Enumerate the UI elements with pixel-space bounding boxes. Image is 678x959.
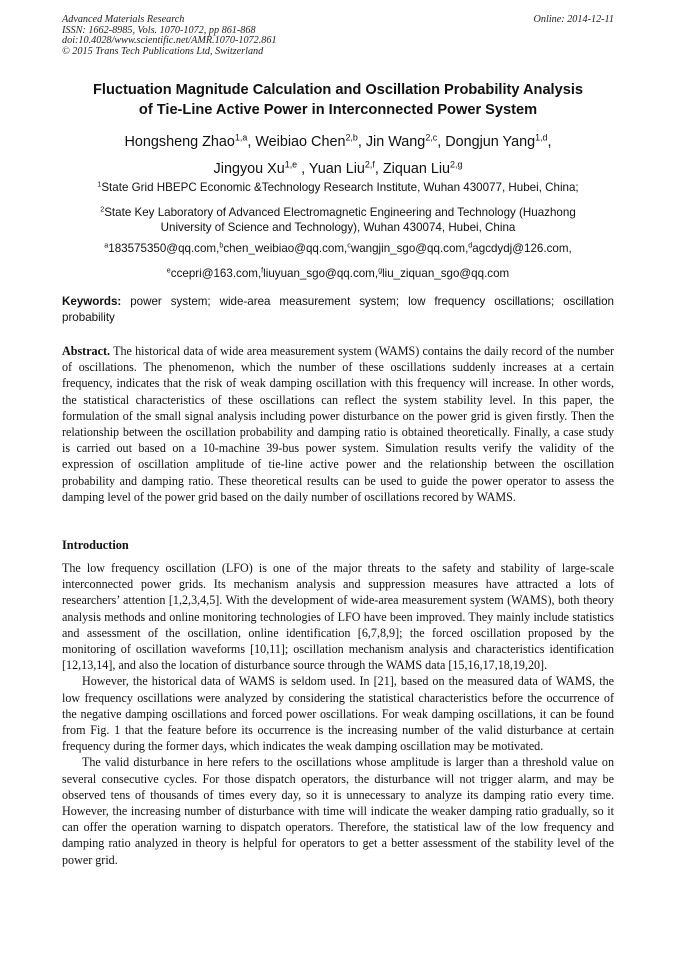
email-link[interactable]: agcdydj@126.com, <box>472 242 572 255</box>
affiliation-1 <box>62 181 614 196</box>
author-name: Ziquan Liu <box>382 161 451 177</box>
author-separator: , <box>547 134 552 150</box>
intro-paragraph: The low frequency oscillation (LFO) is one of the major threats to the safety and stability of large-scale interconnected power grids. Its mechanism analysis and suppression measures have attracted a lots of researchers’ attention [1,2,3,4,5]. With the development of wide-area measurement system (WAMS), both theory analysis methods and online monitoring technologies of LFO have been improved. They mainly include statistics and assessment of the oscillation, online identification [6,7,8,9]; the forced oscillation proposed by the monitoring of oscillation waveforms [10,11]; oscillation mechanism analysis and characteristics identification [12,13,14], and also the location of disturbance source through the WAMS data [15,16,17,18,19,20]. <box>62 561 614 673</box>
author-separator: , <box>247 134 256 150</box>
email-sup: d <box>468 240 473 250</box>
author-line-2 <box>62 156 614 183</box>
affiliation-text: University of Science and Technology), Wuhan 430074, Hubei, China <box>160 220 516 234</box>
email-sup: f <box>261 265 264 275</box>
email-sup: a <box>104 240 109 250</box>
email-link[interactable]: ccepri@163.com, <box>170 267 262 280</box>
affiliation-sup: 2 <box>100 204 105 214</box>
title-line-2: of Tie-Line Active Power in Interconnected Power System <box>138 102 538 118</box>
email-sup: b <box>219 240 224 250</box>
author-sup: 1,d <box>535 132 548 143</box>
email-sup: g <box>378 265 383 275</box>
keywords-text: power system; wide-area measurement system; low frequency oscillations; oscillation probability <box>62 295 614 324</box>
email-link[interactable]: wangjin_sgo@qq.com, <box>350 242 469 255</box>
copyright-line: © 2015 Trans Tech Publications Ltd, Switzerland <box>62 45 264 57</box>
email-line-1 <box>62 238 614 259</box>
journal-header <box>62 15 277 57</box>
author-line-1 <box>62 129 614 156</box>
author-sup: 2,g <box>450 159 463 170</box>
author-name: Jingyou Xu <box>213 161 285 177</box>
keywords-section <box>62 294 614 325</box>
author-name: Hongsheng Zhao <box>124 134 235 150</box>
intro-paragraph: However, the historical data of WAMS is seldom used. In [21], based on the measured data of WAMS, the low frequency oscillations were analyzed by considering the statistical characteristics before the occurrence of the negative damping oscillations and forced power oscillations. For weak damping oscillations, it can be found from Fig. 1 that the feature before its occurrence is the increasing number of the valid disturbance at certain frequency during the former days, which indicates the weak damping oscillation may be motivated. <box>62 674 614 754</box>
author-separator: , <box>374 161 383 177</box>
journal-name: Advanced Materials Research <box>62 14 185 25</box>
author-list <box>62 129 614 183</box>
affiliation-text: State Grid HBEPC Economic &Technology Research Institute, Wuhan 430077, Hubei, China; <box>101 181 579 194</box>
author-separator: , <box>357 134 366 150</box>
author-name: Dongjun Yang <box>445 134 536 150</box>
affiliation-sup: 1 <box>97 179 102 189</box>
introduction-body <box>62 560 614 868</box>
online-date: Online: 2014-12-11 <box>533 14 614 25</box>
keywords-label: Keywords: <box>62 295 122 308</box>
email-link[interactable]: chen_weibiao@qq.com, <box>223 242 348 255</box>
email-sup: e <box>166 265 171 275</box>
author-sup: 1,e <box>284 159 298 170</box>
author-sup: 2,c <box>425 132 438 143</box>
author-separator: , <box>297 161 309 177</box>
author-sup: 1,a <box>234 132 248 143</box>
title-line-1: Fluctuation Magnitude Calculation and Oscillation Probability Analysis <box>92 82 584 98</box>
author-separator: , <box>437 134 446 150</box>
email-list <box>62 238 614 284</box>
email-sup: c <box>347 240 351 250</box>
affiliation-2 <box>62 206 614 235</box>
issn-line: ISSN: 1662-8985, Vols. 1070-1072, pp 861-868 <box>62 24 256 36</box>
abstract-text: The historical data of wide area measurement system (WAMS) contains the daily record of the number of oscillations. The phenomenon, which the number of these oscillations suddenly increases at a certain frequency, indicates that the risk of weak damping oscillation with this frequency will increase. In other words, the statistical characteristics of these oscillations can reflect the system stability level. In this paper, the formulation of the small signal analysis including power disturbance on the power grid is given firstly. Then the relationship between the oscillation probability and damping ratio is obtained theoretically. Finally, a case study is carried out based on a 10-machine 39-bus power system. Simulation results verify the validity of the expression of oscillation amplitude of tie-line active power and the relationship between the oscillation probability and damping ratio. These theoretical results can be used to guide the power operator to assess the damping level of the power grid based on the daily number of oscillations recored by WAMS. <box>62 344 614 504</box>
author-sup: 2,f <box>364 159 375 170</box>
author-name: Weibiao Chen <box>255 134 346 150</box>
email-link[interactable]: liuyuan_sgo@qq.com, <box>263 267 379 280</box>
author-name: Yuan Liu <box>308 161 365 177</box>
abstract-section <box>62 343 614 505</box>
affiliation-text: State Key Laboratory of Advanced Electromagnetic Engineering and Technology (Huazhong <box>104 206 576 219</box>
doi-line: doi:10.4028/www.scientific.net/AMR.1070-1072.861 <box>62 35 277 47</box>
email-link[interactable]: liu_ziquan_sgo@qq.com <box>382 267 510 280</box>
email-link[interactable]: 183575350@qq.com, <box>108 242 220 255</box>
paper-title <box>62 80 614 120</box>
abstract-label: Abstract. <box>62 344 111 358</box>
email-line-2 <box>62 263 614 284</box>
author-name: Jin Wang <box>365 134 426 150</box>
intro-paragraph: The valid disturbance in here refers to the oscillations whose amplitude is larger than a threshold value on several consecutive cycles. For those dispatch operators, the disturbance will not trigger alarm, and may be observed tens of thousands of times every day, so it is unnecessary to analyze its damping ratio every time. However, the increasing number of disturbance with time will indicate the weaker damping ratio gradually, so it can offer the operation warning to dispatch operators. Therefore, the statistical law of the low frequency and damping ratio analyzed in theory is helpful for operators to get a better assessment of the stability level of the power grid. <box>62 755 614 867</box>
author-sup: 2,b <box>345 132 358 143</box>
section-heading-introduction: Introduction <box>62 538 129 552</box>
